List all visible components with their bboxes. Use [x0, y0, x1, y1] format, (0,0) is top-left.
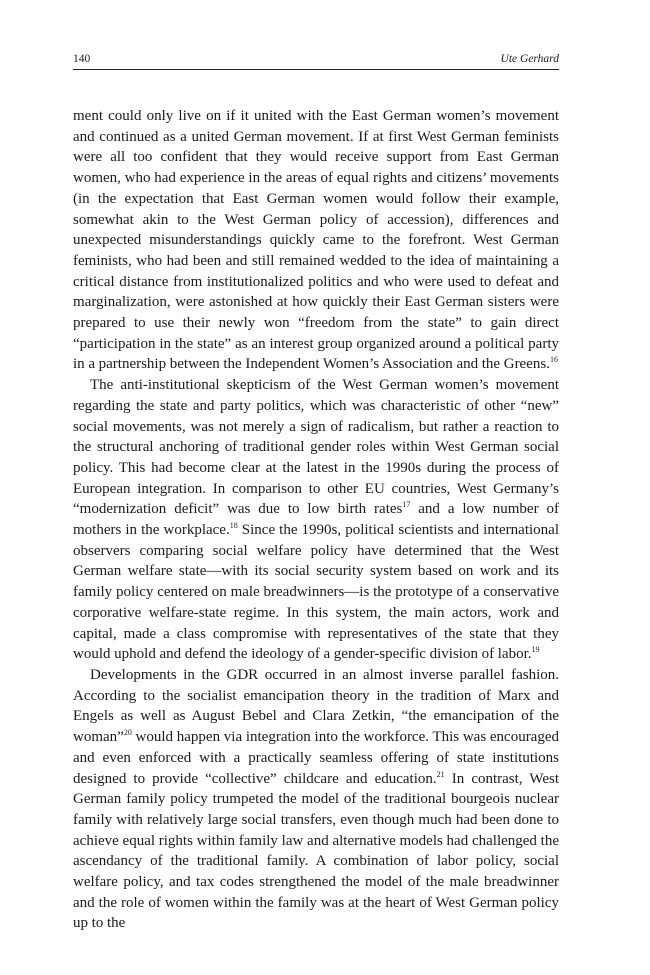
paragraph-text-segment: and a low number of mothers in the workplace. — [73, 501, 559, 539]
body-text — [73, 106, 559, 934]
page-number: 140 — [73, 53, 91, 65]
footnote-marker: 19 — [531, 645, 540, 655]
running-head-author: Ute Gerhard — [500, 53, 559, 65]
footnote-marker: 21 — [436, 769, 445, 779]
footnote-marker: 17 — [402, 500, 411, 510]
paragraph-text-segment: In contrast, West German family policy trumpeted the model of the traditional bourgeois nuclear family with relatively large social transfers, even though much had been done to achieve equal rights within family law and alternative models had challenged the ascendancy of the traditional family. A combination of labor policy, social welfare policy, and tax codes strengthened the model of the male breadwinner and the role of women within the family was at the heart of West German policy up to the — [73, 770, 559, 932]
paragraph-1 — [73, 106, 559, 375]
paragraph-3 — [73, 665, 559, 934]
footnote-marker: 16 — [549, 355, 558, 365]
paragraph-text-segment: Developments in the GDR occurred in an almost inverse parallel fashion. According to the socialist emancipation theory in the tradition of Marx and Engels as well as August Bebel and Clara Zetkin, “the emancipation of the woman” — [73, 666, 559, 746]
footnote-marker: 18 — [229, 521, 238, 531]
paragraph-text-segment: The anti-institutional skepticism of the West German women’s movement regarding the state and party politics, which was characteristic of other “new” social movements, was not merely a sign of radicalism, but rather a reaction to the structural anchoring of traditional gender roles within West German social policy. This had become clear at the latest in the 1990s during the process of European integration. In comparison to other EU countries, West Germany’s “modernization deficit” was due to low birth rates — [73, 377, 559, 518]
paragraph-text-segment: ment could only live on if it united with the East German women’s movement and continued as a united German movement. If at first West German feminists were all too confident that they would receive support from East German women, who had experience in the areas of equal rights and citizens’ movements (in the expectation that East German women would follow their example, somewhat akin to the West German policy of accession), differences and unexpected misunderstandings quickly came to the forefront. West German feminists, who had been and still remained wedded to the idea of maintaining a critical distance from institutionalized politics and who were used to defeat and marginalization, were astonished at how quickly their East German sisters were prepared to use their newly won “freedom from the state” to gain direct “participation in the state” as an interest group organized around a political party in a partnership between the Independent Women’s Association and the Greens. — [73, 108, 559, 373]
running-header — [73, 53, 559, 70]
paragraph-text-segment: Since the 1990s, political scientists and international observers comparing social welfare policy have determined that the West German welfare state—with its social security system based on work and its family policy centered on male breadwinners—is the prototype of a conservative corporative welfare-state regime. In this system, the main actors, work and capital, made a class compromise with representatives of the state that they would uphold and defend the ideology of a gender-specific division of labor. — [73, 522, 559, 663]
paragraph-2 — [73, 375, 559, 665]
footnote-marker: 20 — [123, 728, 132, 738]
paragraph-text-segment: would happen via integration into the workforce. This was encouraged and even enforced with a practically seamless offering of state institutions designed to provide “collective” childcare and education. — [73, 729, 559, 787]
